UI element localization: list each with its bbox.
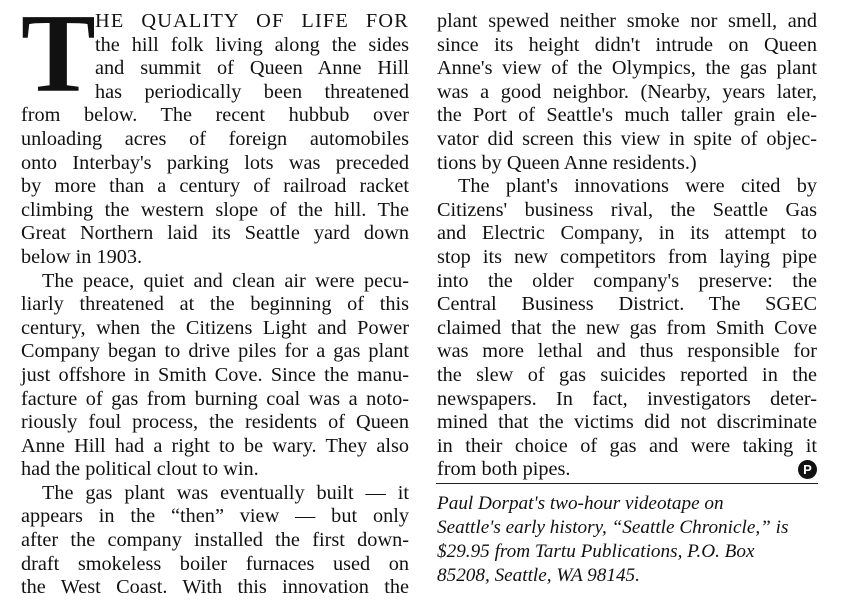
text-line: the slew of gas suicides reported in the (437, 363, 817, 386)
text-line: facture of gas from burning coal was a noto- (21, 387, 409, 410)
text-line: newspapers. In fact, investigators deter- (437, 387, 817, 410)
right-column (437, 10, 817, 482)
text-line: stop its new competitors from laying pipe (437, 245, 817, 268)
text-line: The gas plant was eventually built — it (42, 481, 409, 504)
footnote-divider (436, 483, 818, 484)
text-line: plant spewed neither smoke nor smell, and (437, 10, 817, 32)
text-line: liarly threatened at the beginning of this (21, 293, 409, 316)
text-line: below in 1903. (21, 245, 143, 268)
text-line: since its height didn't intrude on Queen (437, 33, 817, 56)
text-line: century, when the Citizens Light and Power (21, 316, 409, 339)
footnote-line: Seattle's early history, “Seattle Chronicle,” is (437, 517, 789, 538)
text-line: the Port of Seattle's much taller grain ele- (437, 104, 817, 127)
text-line: just offshore in Smith Cove. Since the manu- (21, 363, 409, 386)
text-line: by more than a century of railroad racket (21, 175, 409, 198)
text-line: Great Northern laid its Seattle yard down (21, 222, 409, 245)
text-line: Central Business District. The SGEC (437, 293, 817, 316)
text-line: and Electric Company, in its attempt to (437, 222, 817, 245)
text-line: has periodically been threatened (95, 80, 409, 103)
text-line: vator did screen this view in spite of objec- (437, 127, 817, 150)
text-line: was more lethal and thus responsible for (437, 340, 817, 363)
text-line: unloading acres of foreign automobiles (21, 127, 409, 150)
end-mark-icon: P (798, 460, 817, 479)
text-line: the West Coast. With this innovation the (21, 576, 409, 599)
text-line: from both pipes. (437, 458, 571, 481)
text-line: into the older company's preserve: the (437, 269, 817, 292)
closing-line (437, 458, 817, 482)
text-line: was a good neighbor. (Nearby, years later, (437, 80, 817, 103)
footnote-line: Paul Dorpat's two-hour videotape on (437, 493, 724, 514)
text-line: Anne Hill had a right to be wary. They also (21, 434, 409, 457)
text-line: after the company installed the first down- (21, 529, 409, 552)
text-line: The peace, quiet and clean air were pecu- (42, 269, 409, 292)
text-line: claimed that the new gas from Smith Cove (437, 316, 817, 339)
text-line: and summit of Queen Anne Hill (95, 57, 409, 80)
text-line: had the political clout to win. (21, 458, 259, 481)
text-line: the hill folk living along the sides (95, 33, 409, 56)
text-line: climbing the western slope of the hill. The (21, 198, 409, 221)
footnote (437, 492, 817, 588)
footnote-line: 85208, Seattle, WA 98145. (437, 565, 640, 586)
text-line: Anne's view of the Olympics, the gas plant (437, 57, 817, 80)
text-line: HE QUALITY OF LIFE FOR (95, 10, 409, 32)
footnote-line: $29.95 from Tartu Publications, P.O. Box (437, 541, 755, 562)
drop-cap: T (21, 0, 96, 116)
text-line: onto Interbay's parking lots was preceded (21, 151, 409, 174)
text-line: tions by Queen Anne residents.) (437, 151, 697, 174)
left-column (21, 0, 409, 600)
text-line: mined that the victims did not discriminate (437, 411, 817, 434)
text-line: The plant's innovations were cited by (458, 175, 817, 198)
text-line: riously foul process, the residents of Queen (21, 411, 409, 434)
text-line: from below. The recent hubbub over (21, 104, 409, 127)
text-line: Company began to drive piles for a gas plant (21, 340, 409, 363)
text-line: in their choice of gas and were taking it (437, 434, 817, 457)
text-line: Citizens' business rival, the Seattle Gas (437, 198, 817, 221)
text-line: draft smokeless boiler furnaces used on (21, 552, 409, 575)
text-line: appears in the “then” view — but only (21, 505, 409, 528)
